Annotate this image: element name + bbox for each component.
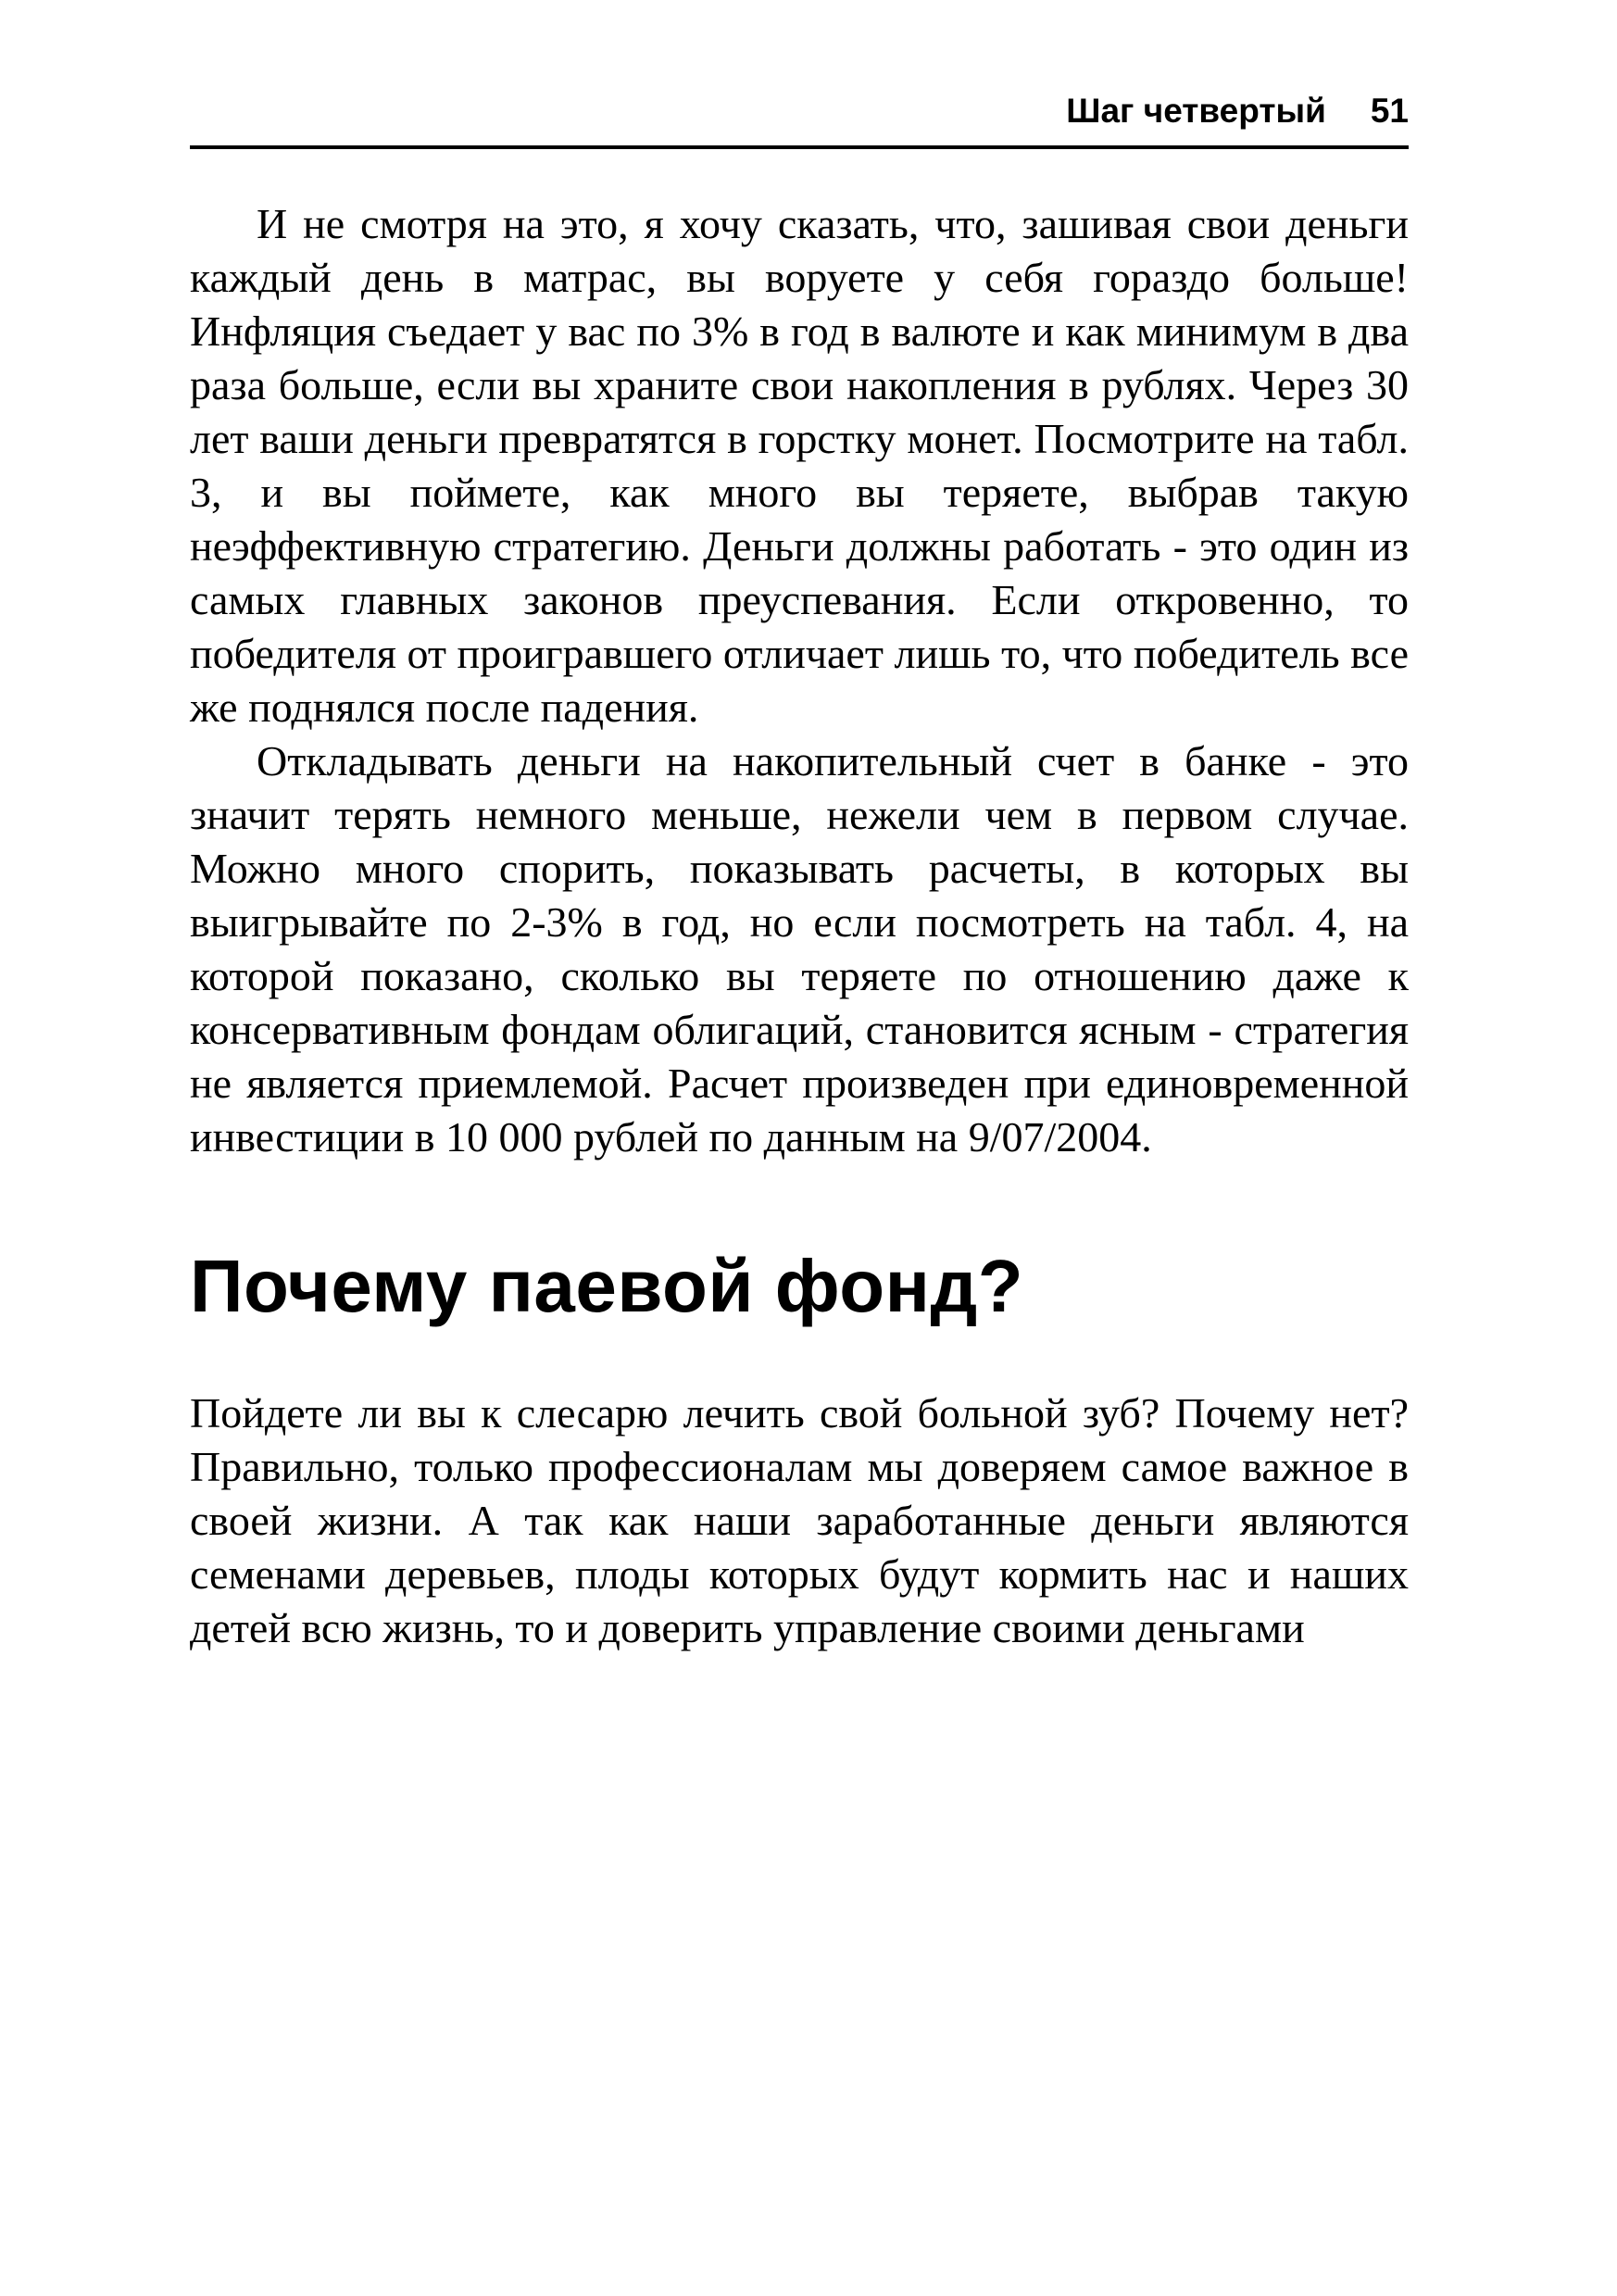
- paragraph-savings-account: Откладывать деньги на накопительный счет в банке - это значит терять немного меньше, нежели чем в первом случае. Можно много спорить, показывать расчеты, в которых вы выигрывайте по 2-3% в год, но если посмотреть на табл. 4, на которой показано, сколько вы теряете по отношению даже к консервативным фондам облигаций, становится ясным - стратегия не является приемлемой. Расчет произведен при единовременной инвестиции в 10 000 рублей по данным на 9/07/2004.: [190, 736, 1409, 1161]
- paragraph-mutual-fund: Пойдете ли вы к слесарю лечить свой больной зуб? Почему нет? Правильно, только профессионалам мы доверяем самое важное в своей жизни. А так как наши заработанные деньги являются семенами деревьев, плоды которых будут кормить нас и наших детей всю жизнь, то и доверить управление своими деньгами: [190, 1388, 1409, 1651]
- paragraph-inflation: И не смотря на это, я хочу сказать, что, зашивая свои деньги каждый день в матрас, вы воруете у себя гораздо больше! Инфляция съедает у вас по 3% в год в валюте и как минимум в два раза больше, если вы храните свои накопления в рублях. Через 30 лет ваши деньги превратятся в горстку монет. Посмотрите на табл. 3, и вы поймете, как много вы теряете, выбрав такую неэффективную стратегию. Деньги должны работать - это один из самых главных законов преуспевания. Если откровенно, то победителя от проигравшего отличает лишь то, что победитель все же поднялся после падения.: [190, 199, 1409, 731]
- page-header: [190, 93, 1409, 149]
- page-number: 51: [1370, 92, 1409, 130]
- body-text: [190, 197, 1409, 1655]
- section-heading: Почему паевой фонд?: [190, 1244, 1024, 1327]
- running-head-title: Шаг четвертый: [1066, 92, 1326, 130]
